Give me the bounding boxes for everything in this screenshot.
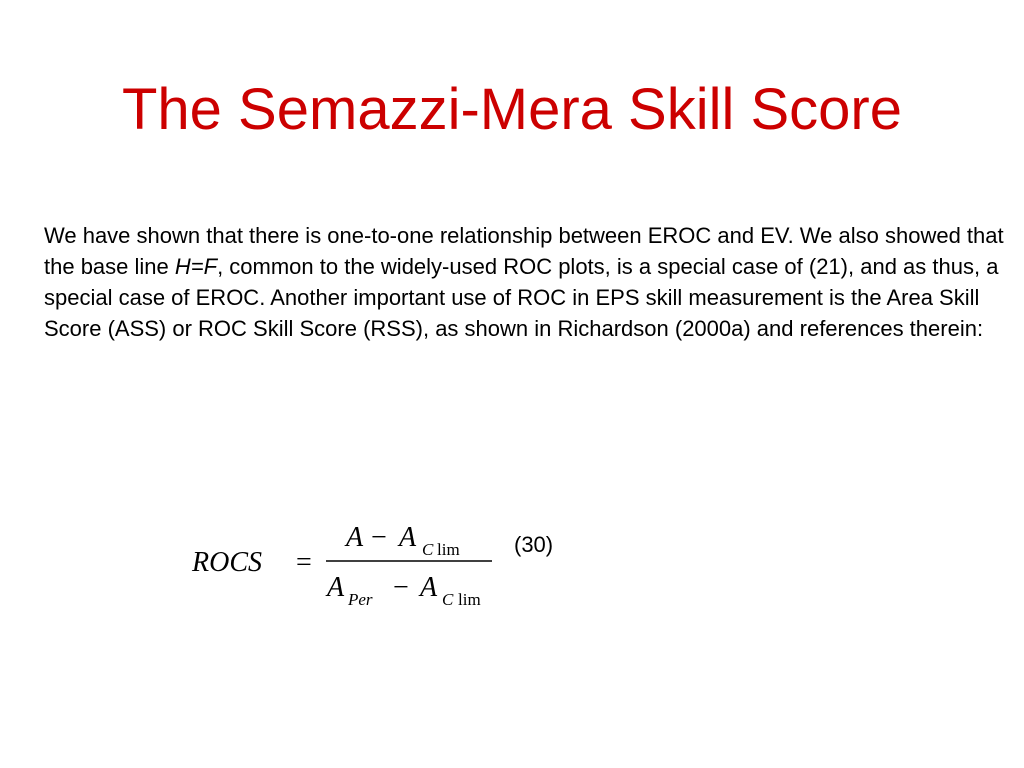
equation-lhs: ROCS	[192, 547, 262, 578]
body-paragraph	[44, 220, 1004, 344]
denominator-sub-per: Per	[348, 590, 373, 609]
numerator-a: A	[346, 522, 364, 553]
rocs-equation	[190, 510, 530, 620]
equation-svg	[190, 510, 530, 620]
denominator-sub-lim: lim	[458, 590, 481, 609]
numerator-minus: −	[371, 522, 387, 553]
numerator-sub-c: C	[422, 540, 434, 559]
numerator-sub-lim: lim	[437, 540, 460, 559]
denominator-minus: −	[393, 572, 409, 603]
slide-title: The Semazzi-Mera Skill Score	[122, 77, 902, 142]
denominator-a2: A	[420, 572, 438, 603]
numerator-a2: A	[399, 522, 417, 553]
denominator-a: A	[327, 572, 345, 603]
equation-equals: =	[296, 547, 312, 578]
denominator-sub-c: C	[442, 590, 454, 609]
equation-number: (30)	[514, 532, 554, 557]
paragraph-emphasis-hf: H=F	[174, 254, 218, 279]
paragraph-text-part1: We have shown that there is one-to-one relationship between EROC and EV. We also showed that the base line	[44, 223, 1004, 279]
paragraph-text-part2: , common to the widely-used ROC plots, is a special case of (21), and as thus, a special case of EROC. Another important use of ROC in EPS skill measurement is the Area Skill Score (ASS) or ROC Skill Score (RSS), as shown in Richardson (2000a) and references therein:	[44, 254, 999, 341]
